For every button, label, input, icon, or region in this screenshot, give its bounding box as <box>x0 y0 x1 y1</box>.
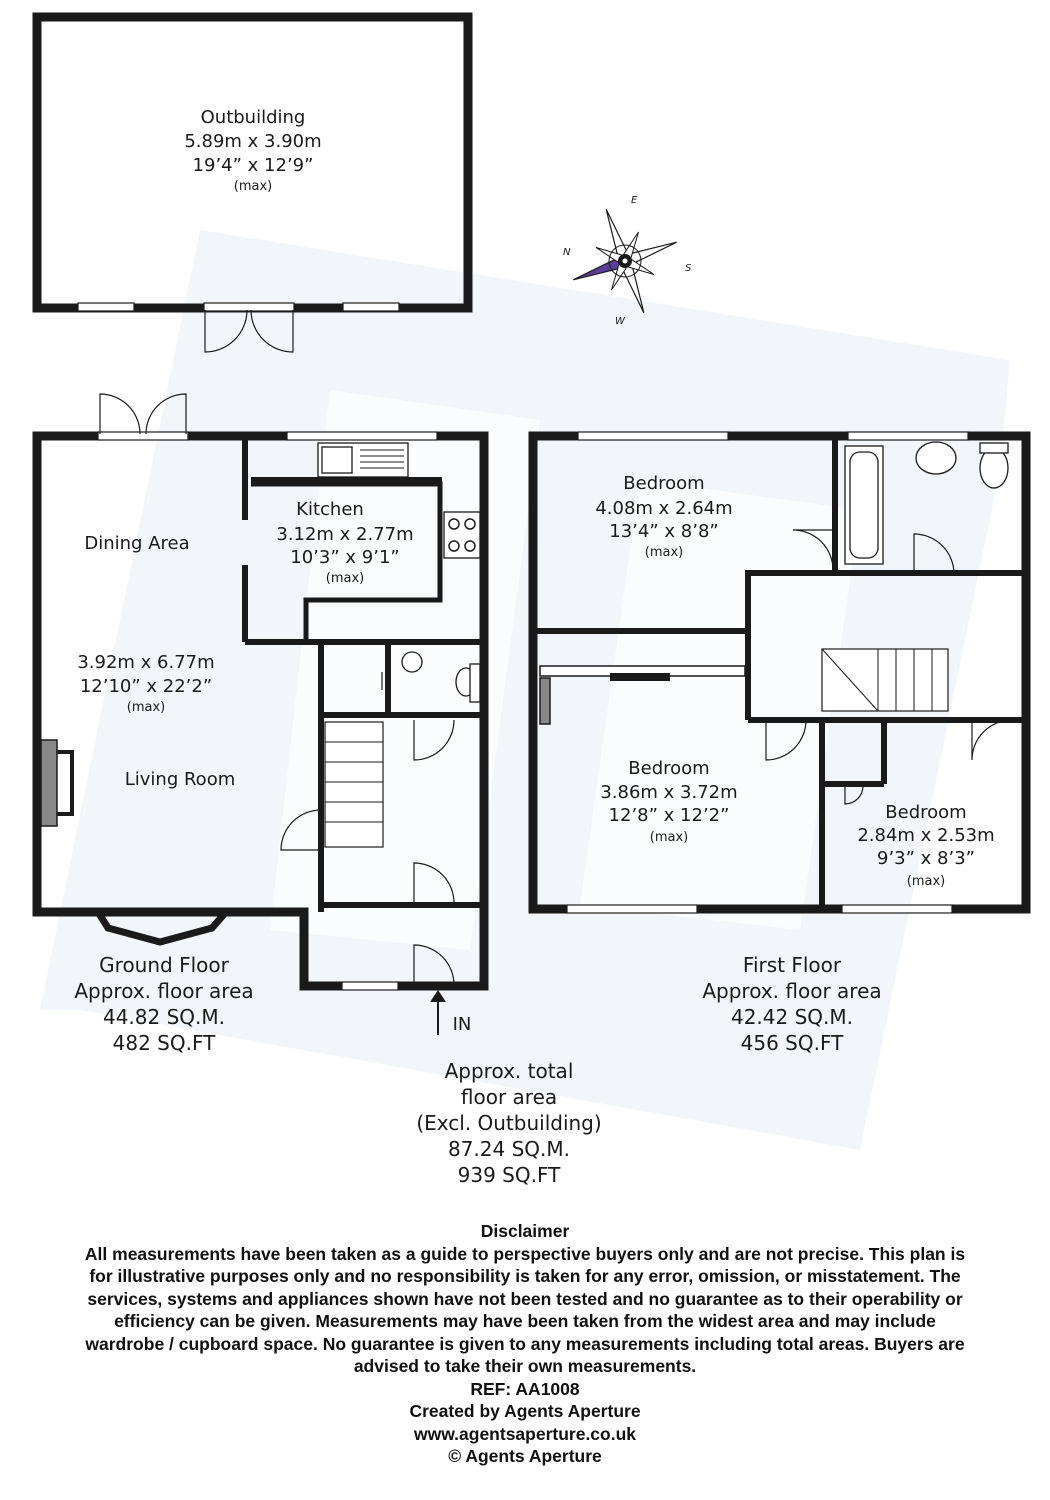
bedroom1-name: Bedroom <box>623 473 705 494</box>
reference-code: REF: AA1008 <box>470 1378 580 1399</box>
ground-summary-line: Approx. floor area <box>74 979 254 1003</box>
outbuilding-name: Outbuilding <box>200 107 306 128</box>
disclaimer-heading: Disclaimer <box>480 1221 570 1241</box>
total-line3: (Excl. Outbuilding) <box>416 1111 602 1135</box>
first-summary-line: Approx. floor area <box>702 979 882 1003</box>
bedroom2-max: (max) <box>649 830 689 845</box>
first-summary-sqft: 456 SQ.FT <box>740 1031 844 1055</box>
kitchen-name: Kitchen <box>296 499 364 520</box>
bedroom3-imperial: 9’3” x 8’3” <box>877 848 975 869</box>
ground-summary-sqm: 44.82 SQ.M. <box>102 1005 226 1029</box>
disclaimer-line: services, systems and appliances shown have not been tested and no guarantee as to their operability or <box>87 1288 963 1309</box>
fireplace-icon <box>41 740 72 826</box>
bedroom2-name: Bedroom <box>628 758 710 779</box>
first-stairs <box>822 649 948 711</box>
living-imperial: 12’10” x 22’2” <box>79 676 213 697</box>
bedroom3-max: (max) <box>906 874 946 889</box>
living-name: Living Room <box>124 769 236 790</box>
bedroom2-metric: 3.86m x 3.72m <box>600 782 738 803</box>
ground-stairs <box>325 722 383 847</box>
dining-name: Dining Area <box>84 533 190 554</box>
disclaimer-line: All measurements have been taken as a guide to perspective buyers only and are not precise. This plan is <box>84 1243 966 1264</box>
living-max: (max) <box>126 700 166 715</box>
bedroom1-metric: 4.08m x 2.64m <box>595 498 733 519</box>
ground-summary-title: Ground Floor <box>99 953 229 977</box>
disclaimer-line: for illustrative purposes only and no responsibility is taken for any error, omission, or misstatement. The <box>89 1266 961 1286</box>
bedroom1-imperial: 13’4” x 8’8” <box>609 521 719 542</box>
total-sqm: 87.24 SQ.M. <box>447 1137 571 1161</box>
disclaimer-line: wardrobe / cupboard space. No guarantee is given to any measurements including total areas. Buyers are <box>85 1333 965 1354</box>
bedroom1-max: (max) <box>644 545 684 560</box>
compass-w: W <box>615 316 625 327</box>
bedroom3-name: Bedroom <box>885 802 967 823</box>
bedroom3-metric: 2.84m x 2.53m <box>857 825 995 846</box>
first-summary-title: First Floor <box>742 953 842 977</box>
disclaimer-block <box>20 1220 1030 1468</box>
compass-n: N <box>563 247 571 258</box>
outbuilding-imperial: 19’4” x 12’9” <box>192 155 314 176</box>
disclaimer-line: efficiency can be given. Measurements may have been taken from the widest area and may include <box>114 1311 936 1331</box>
kitchen-max: (max) <box>325 571 365 586</box>
total-sqft: 939 SQ.FT <box>457 1163 561 1187</box>
kitchen-sink-icon <box>318 443 408 477</box>
copyright: © Agents Aperture <box>448 1446 602 1466</box>
first-summary-sqm: 42.42 SQ.M. <box>730 1005 854 1029</box>
compass-s: S <box>685 263 692 274</box>
total-line2: floor area <box>460 1085 558 1109</box>
ground-summary-sqft: 482 SQ.FT <box>112 1031 216 1055</box>
outbuilding-metric: 5.89m x 3.90m <box>184 131 322 152</box>
kitchen-imperial: 10’3” x 9’1” <box>290 547 400 568</box>
compass-e: E <box>631 195 638 206</box>
hob-icon <box>444 512 480 558</box>
created-by: Created by Agents Aperture <box>409 1401 641 1421</box>
kitchen-metric: 3.12m x 2.77m <box>276 524 414 545</box>
total-line1: Approx. total <box>444 1059 574 1083</box>
outbuilding-max: (max) <box>233 179 273 194</box>
bedroom2-imperial: 12’8” x 12’2” <box>608 805 730 826</box>
entrance-label: IN <box>452 1014 472 1035</box>
disclaimer-line: advised to take their own measurements. <box>353 1356 697 1376</box>
website-link[interactable]: www.agentsaperture.co.uk <box>413 1423 637 1444</box>
living-metric: 3.92m x 6.77m <box>77 652 215 673</box>
